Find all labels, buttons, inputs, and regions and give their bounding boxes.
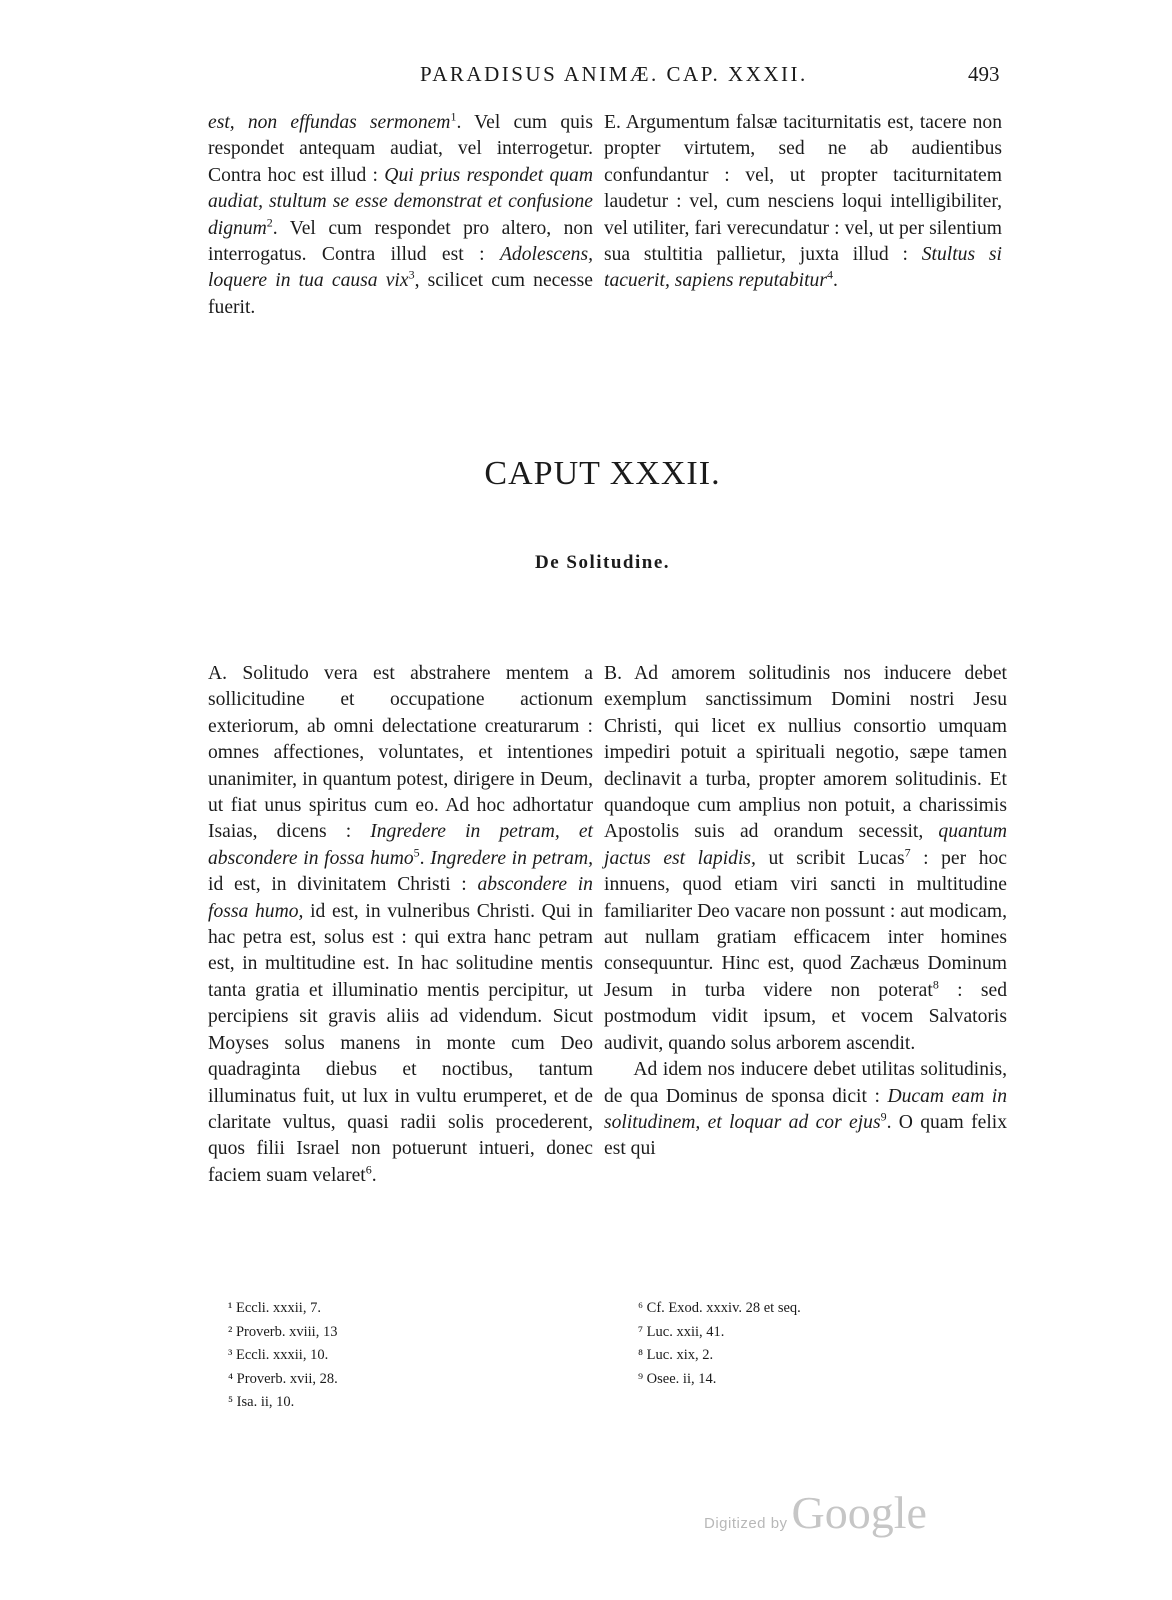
footnote-marker: 4 — [826, 267, 833, 282]
footnote-marker: 8 — [932, 977, 939, 992]
footnote: ⁷ Luc. xxii, 41. — [638, 1323, 725, 1340]
text-run: Ad idem nos inducere debet utilitas solitudinis, de qua Dominus de sponsa dicit : — [604, 1059, 1007, 1107]
text-column-bottom-left — [208, 661, 593, 1189]
paragraph — [604, 110, 1002, 295]
footnote-marker: 5 — [413, 845, 420, 860]
text-run: id est, in divinitatem Christi : — [208, 874, 478, 896]
page-number: 493 — [968, 62, 1000, 86]
footnote: ⁵ Isa. ii, 10. — [228, 1394, 295, 1410]
text-column-top-left — [208, 110, 593, 321]
text-run: . Vel cum respondet pro altero, non interrogatus. Contra illud est : — [208, 217, 593, 266]
footnote-marker: 1 — [450, 109, 457, 124]
italic-quotation: Ingredere in petram, — [430, 847, 593, 869]
footnote-marker: 6 — [365, 1162, 372, 1177]
footnote: ² Proverb. xviii, 13 — [228, 1323, 338, 1340]
text-run: . O quam felix est qui — [604, 1111, 1008, 1160]
chapter-title: CAPUT XXXII. — [484, 455, 721, 492]
italic-quotation: Stultus si tacuerit, sapiens reputabitur — [604, 244, 1002, 292]
text-run: ut scribit Lucas — [755, 847, 905, 869]
italic-quotation: quantum jactus est lapidis, — [604, 821, 1007, 869]
text-run: . — [419, 847, 431, 869]
paragraph — [604, 661, 1007, 1057]
italic-quotation: est, non effundas sermonem — [208, 112, 451, 133]
text-column-top-right — [604, 110, 1002, 295]
footnote: ³ Eccli. xxxii, 10. — [228, 1347, 329, 1363]
footnote-marker: 3 — [408, 267, 415, 282]
text-run: B. Ad amorem solitudinis nos inducere debet exemplum sanctissimum Domini nostri Jesu Christi, qui licet ex nullius consortio umquam impediri potuit a spirituali negotio, sæpe tamen declinavit a turba, propter amorem solitudinis. Et quandoque cum amplius non potuit, a charissimis Apostolis suis ad orandum secessit, — [604, 663, 1007, 843]
text-run: A. Solitudo vera est abstrahere mentem a sollicitudine et occupatione actionum exteriorum, ab omni delectatione creaturarum : omnes affectiones, voluntates, et intentiones unanimiter, in quantum potest, dirigere in Deum, ut fiat unus spiritus cum eo. Ad hoc adhortatur Isaias, dicens : — [208, 663, 593, 843]
footnote-marker: 7 — [904, 845, 911, 860]
paragraph — [604, 1057, 1007, 1163]
text-run: E. Argumentum falsæ taciturnitatis est, tacere non propter virtutem, sed ne ab audientibus confundantur : vel, ut propter taciturnitatem laudetur : vel, cum nesciens loqui intelligibiliter, vel utiliter, fari verecundatur : vel, ut per silentium sua stultitia pallietur, juxta illud : — [604, 112, 1002, 266]
text-run: . Vel cum quis respondet antequam audiat, vel interrogetur. Contra hoc est illud : — [208, 112, 593, 186]
footnotes-left — [228, 1297, 338, 1415]
footnote-marker: 9 — [880, 1109, 887, 1124]
italic-quotation: Adolescens, loquere in tua causa vix — [208, 244, 593, 292]
text-run: id est, in vulneribus Christi. Qui in hac petra est, solus est : qui extra hanc petram est, in multitudine est. In hac solitudine mentis tanta gratia et illuminatio mentis percipitur, ut percipiens sit gravis aliis ad videndum. Sicut Moyses solus manens in monte cum Deo quadraginta diebus et noctibus, tantum illuminatus fuit, ut lux in vultu erumperet, et de claritate vultus, quasi radii solis procederent, quos filii Israel non potuerunt intueri, donec faciem suam velaret — [208, 900, 593, 1186]
text-run: , scilicet cum necesse fuerit. — [208, 270, 593, 318]
google-logo: Google — [791, 1487, 927, 1538]
text-run: : sed postmodum vidit ipsum, et vocem Salvatoris audivit, quando solus arborem ascendit. — [604, 979, 1008, 1054]
footnote: ⁸ Luc. xix, 2. — [638, 1347, 714, 1363]
digitized-watermark — [704, 1486, 927, 1539]
italic-quotation: Ducam eam in solitudinem, et loquar ad cor ejus — [604, 1085, 1007, 1133]
text-run: . — [832, 270, 838, 292]
footnote: ⁴ Proverb. xvii, 28. — [228, 1370, 338, 1387]
digitized-by-label: Digitized by — [704, 1515, 788, 1532]
paragraph — [208, 110, 593, 321]
footnote: ⁹ Osee. ii, 14. — [638, 1370, 717, 1387]
footnote: ⁶ Cf. Exod. xxxiv. 28 et seq. — [638, 1300, 801, 1316]
footnotes-right — [638, 1297, 801, 1391]
italic-quotation: Qui prius respondet quam audiat, stultum se esse demonstrat et confusione dignum — [208, 164, 593, 239]
section-title: De Solitudine. — [534, 552, 671, 573]
text-column-bottom-right — [604, 661, 1007, 1163]
running-title: PARADISUS ANIMÆ. CAP. XXXII. — [420, 62, 808, 86]
text-run: : per hoc innuens, quod etiam viri sancti in multitudine familiariter Deo vacare non possunt : aut modicam, aut nullam gratiam efficacem inter homines consequuntur. Hinc est, quod Zachæus Dominum Jesum in turba videre non poterat — [604, 847, 1007, 1001]
paragraph — [208, 661, 593, 1189]
italic-quotation: abscondere in fossa humo, — [208, 874, 593, 922]
footnote-marker: 2 — [266, 215, 273, 230]
italic-quotation: Ingredere in petram, et abscondere in fossa humo — [208, 821, 593, 869]
footnote: ¹ Eccli. xxxii, 7. — [228, 1300, 321, 1316]
text-run: . — [371, 1164, 377, 1186]
